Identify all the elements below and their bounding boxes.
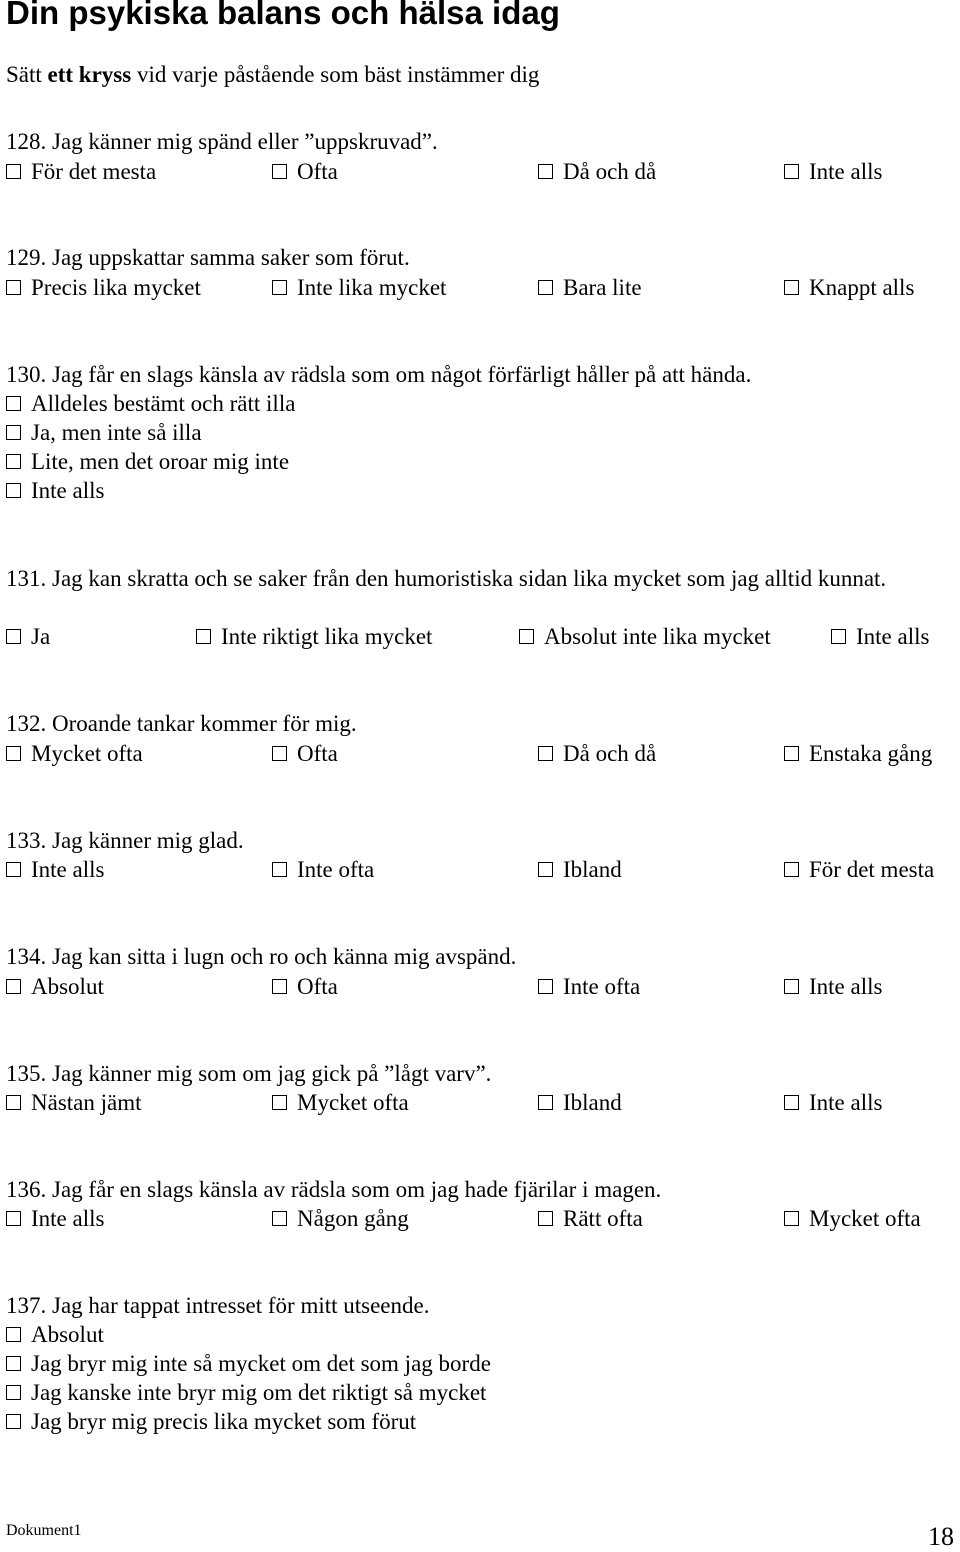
checkbox[interactable]	[784, 164, 799, 179]
instruction-after: vid varje påstående som bäst instämmer dig	[131, 62, 540, 87]
question-134: 134. Jag kan sitta i lugn och ro och känna mig avspänd.	[6, 944, 517, 969]
question-132: 132. Oroande tankar kommer för mig.	[6, 711, 357, 736]
option-134-1[interactable]	[6, 972, 104, 1001]
option-label: Jag bryr mig inte så mycket om det som jag borde	[31, 1351, 491, 1376]
checkbox[interactable]	[784, 746, 799, 761]
checkbox[interactable]	[538, 979, 553, 994]
option-label: Inte alls	[809, 1090, 883, 1115]
option-132-2[interactable]	[272, 739, 338, 768]
checkbox[interactable]	[272, 979, 287, 994]
checkbox[interactable]	[6, 1385, 21, 1400]
option-label: Inte alls	[31, 857, 105, 882]
option-label: Precis lika mycket	[31, 275, 201, 300]
checkbox[interactable]	[519, 629, 534, 644]
checkbox[interactable]	[272, 164, 287, 179]
option-133-1[interactable]	[6, 855, 104, 884]
option-128-4[interactable]	[784, 157, 882, 186]
option-label: Ofta	[297, 159, 338, 184]
checkbox[interactable]	[6, 164, 21, 179]
option-label: Inte alls	[31, 478, 105, 503]
page-title: Din psykiska balans och hälsa idag	[6, 0, 560, 31]
checkbox[interactable]	[831, 629, 846, 644]
checkbox[interactable]	[538, 1095, 553, 1110]
option-134-3[interactable]	[538, 972, 640, 1001]
option-label: Ibland	[563, 857, 622, 882]
checkbox[interactable]	[538, 862, 553, 877]
option-label: Absolut inte lika mycket	[544, 624, 771, 649]
option-label: Rätt ofta	[563, 1206, 643, 1231]
checkbox[interactable]	[272, 1095, 287, 1110]
checkbox[interactable]	[272, 746, 287, 761]
question-129: 129. Jag uppskattar samma saker som förut.	[6, 245, 410, 270]
document-name: Dokument1	[6, 1522, 82, 1539]
question-128: 128. Jag känner mig spänd eller ”uppskruvad”.	[6, 129, 438, 154]
option-label: Inte alls	[809, 974, 883, 999]
option-131-4[interactable]	[831, 622, 929, 651]
option-label: Ofta	[297, 741, 338, 766]
checkbox[interactable]	[6, 454, 21, 469]
checkbox[interactable]	[784, 280, 799, 295]
question-133: 133. Jag känner mig glad.	[6, 828, 244, 853]
checkbox[interactable]	[6, 1095, 21, 1110]
option-label: Inte riktigt lika mycket	[221, 624, 433, 649]
option-label: Mycket ofta	[31, 741, 143, 766]
option-label: Inte alls	[856, 624, 930, 649]
option-135-4[interactable]	[784, 1088, 882, 1117]
option-label: Då och då	[563, 741, 657, 766]
checkbox[interactable]	[6, 1414, 21, 1429]
option-135-2[interactable]	[272, 1088, 409, 1117]
option-131-1[interactable]	[6, 622, 50, 651]
checkbox[interactable]	[272, 280, 287, 295]
option-label: Bara lite	[563, 275, 642, 300]
option-label: Jag bryr mig precis lika mycket som förut	[31, 1409, 417, 1434]
option-130-2[interactable]	[6, 418, 202, 447]
option-132-1[interactable]	[6, 739, 143, 768]
checkbox[interactable]	[6, 629, 21, 644]
option-label: Lite, men det oroar mig inte	[31, 449, 290, 474]
checkbox[interactable]	[538, 164, 553, 179]
option-128-1[interactable]	[6, 157, 156, 186]
option-135-1[interactable]	[6, 1088, 142, 1117]
checkbox[interactable]	[6, 746, 21, 761]
checkbox[interactable]	[784, 1095, 799, 1110]
checkbox[interactable]	[784, 862, 799, 877]
option-label: Mycket ofta	[809, 1206, 921, 1231]
option-135-3[interactable]	[538, 1088, 622, 1117]
checkbox[interactable]	[538, 280, 553, 295]
option-133-3[interactable]	[538, 855, 622, 884]
option-label: Inte ofta	[297, 857, 375, 882]
checkbox[interactable]	[6, 1211, 21, 1226]
option-label: Alldeles bestämt och rätt illa	[31, 391, 296, 416]
checkbox[interactable]	[784, 1211, 799, 1226]
option-label: Någon gång	[297, 1206, 409, 1231]
option-137-3[interactable]	[6, 1378, 486, 1407]
option-128-2[interactable]	[272, 157, 338, 186]
instruction-text	[6, 62, 539, 88]
option-134-4[interactable]	[784, 972, 882, 1001]
option-label: Inte alls	[31, 1206, 105, 1231]
option-137-1[interactable]	[6, 1320, 104, 1349]
instruction-bold: ett kryss	[47, 62, 132, 87]
option-137-4[interactable]	[6, 1407, 416, 1436]
option-label: Ja	[31, 624, 51, 649]
option-label: För det mesta	[31, 159, 157, 184]
option-131-2[interactable]	[196, 622, 432, 651]
checkbox[interactable]	[538, 1211, 553, 1226]
checkbox[interactable]	[6, 1356, 21, 1371]
option-129-4[interactable]	[784, 273, 914, 302]
checkbox[interactable]	[6, 483, 21, 498]
question-130: 130. Jag får en slags känsla av rädsla som om något förfärligt håller på att hända.	[6, 362, 752, 387]
option-label: Inte alls	[809, 159, 883, 184]
option-129-2[interactable]	[272, 273, 446, 302]
option-136-3[interactable]	[538, 1204, 643, 1233]
checkbox[interactable]	[6, 1327, 21, 1342]
checkbox[interactable]	[272, 862, 287, 877]
option-134-2[interactable]	[272, 972, 338, 1001]
option-label: För det mesta	[809, 857, 935, 882]
page-number: 18	[928, 1522, 954, 1551]
option-131-3[interactable]	[519, 622, 771, 651]
question-137: 137. Jag har tappat intresset för mitt utseende.	[6, 1293, 430, 1318]
option-label: Inte ofta	[563, 974, 641, 999]
instruction-before: Sätt	[6, 62, 48, 87]
option-label: Jag kanske inte bryr mig om det riktigt så mycket	[31, 1380, 487, 1405]
checkbox[interactable]	[784, 979, 799, 994]
option-label: Nästan jämt	[31, 1090, 142, 1115]
option-132-4[interactable]	[784, 739, 932, 768]
checkbox[interactable]	[6, 280, 21, 295]
question-136: 136. Jag får en slags känsla av rädsla som om jag hade fjärilar i magen.	[6, 1177, 662, 1202]
option-136-2[interactable]	[272, 1204, 409, 1233]
option-label: Ja, men inte så illa	[31, 420, 202, 445]
option-label: Ofta	[297, 974, 338, 999]
option-label: Ibland	[563, 1090, 622, 1115]
option-137-2[interactable]	[6, 1349, 491, 1378]
option-132-3[interactable]	[538, 739, 656, 768]
option-130-3[interactable]	[6, 447, 289, 476]
question-131: 131. Jag kan skratta och se saker från den humoristiska sidan lika mycket som jag alltid kunnat.	[6, 566, 887, 591]
option-label: Enstaka gång	[809, 741, 933, 766]
option-136-4[interactable]	[784, 1204, 921, 1233]
option-128-3[interactable]	[538, 157, 656, 186]
option-136-1[interactable]	[6, 1204, 104, 1233]
checkbox[interactable]	[6, 425, 21, 440]
option-130-4[interactable]	[6, 476, 104, 505]
question-135: 135. Jag känner mig som om jag gick på ”lågt varv”.	[6, 1061, 492, 1086]
option-129-3[interactable]	[538, 273, 642, 302]
option-label: Knappt alls	[809, 275, 915, 300]
checkbox[interactable]	[272, 1211, 287, 1226]
option-label: Absolut	[31, 974, 104, 999]
option-label: Absolut	[31, 1322, 104, 1347]
option-129-1[interactable]	[6, 273, 201, 302]
option-label: Då och då	[563, 159, 657, 184]
option-130-1[interactable]	[6, 389, 295, 418]
checkbox[interactable]	[538, 746, 553, 761]
option-label: Mycket ofta	[297, 1090, 409, 1115]
option-label: Inte lika mycket	[297, 275, 447, 300]
checkbox[interactable]	[6, 862, 21, 877]
checkbox[interactable]	[196, 629, 211, 644]
checkbox[interactable]	[6, 396, 21, 411]
option-133-4[interactable]	[784, 855, 934, 884]
option-133-2[interactable]	[272, 855, 374, 884]
checkbox[interactable]	[6, 979, 21, 994]
